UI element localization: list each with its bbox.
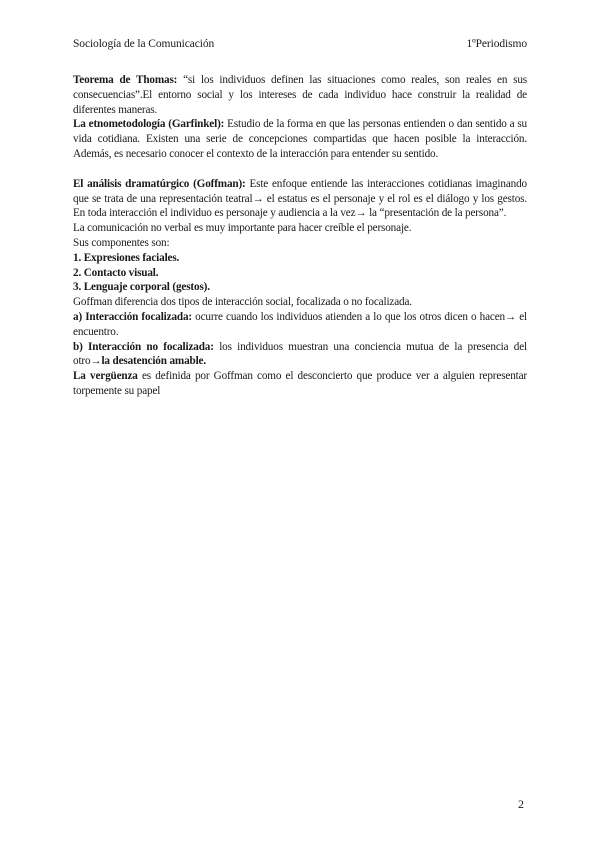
- componente-item: 2. Contacto visual.: [73, 266, 159, 279]
- text-no-focalizada: los individuos muestran una conciencia mutua de la presencia del otro→: [73, 340, 527, 368]
- paragraph-dramaturgico: [73, 177, 527, 221]
- text-focalizada: ocurre cuando los individuos atienden a lo que los otros dicen o hacen→ el encuentro.: [73, 310, 527, 338]
- paragraph-no-focalizada: [73, 340, 527, 370]
- term-verguenza: La vergüenza: [73, 370, 138, 383]
- text-dramaturgico: Este enfoque entiende las interacciones cotidianas imaginando que se trata de una representación teatral→ el estatus es el personaje y el rol es el diálogo y los gestos. En toda interacción el individuo es personaje y audiencia a la vez→ la “presentación de la persona”.: [73, 177, 527, 220]
- term-dramaturgico: El análisis dramatúrgico (Goffman):: [73, 177, 246, 190]
- header-course: Sociología de la Comunicación: [73, 38, 215, 50]
- header-degree: 1ºPeriodismo: [466, 38, 527, 50]
- term-thomas: Teorema de Thomas:: [73, 74, 178, 86]
- text-etnometodologia: Estudio de la forma en que las personas entienden o dan sentido a su vida cotidiana. Existen una serie de concepciones compartidas que hacen posible la interacción. Además, es necesario conocer el contexto de la interacción para entender su sentido.: [73, 118, 528, 160]
- term-etnometodologia: La etnometodología (Garfinkel):: [73, 118, 225, 131]
- paragraph-etnometodologia: [73, 117, 527, 161]
- term-desatencion: la desatención amable.: [101, 355, 207, 368]
- paragraph-goffman-tipos: Goffman diferencia dos tipos de interacción social, focalizada o no focalizada.: [73, 296, 412, 309]
- paragraph-verguenza: [73, 369, 527, 399]
- paragraph-comunicacion: La comunicación no verbal es muy importante para hacer creíble el personaje.: [73, 222, 412, 235]
- paragraph-thomas: [73, 73, 527, 117]
- page-header: [73, 38, 527, 50]
- componentes-intro: Sus componentes son:: [73, 236, 170, 249]
- term-focalizada: a) Interacción focalizada:: [73, 310, 192, 323]
- componente-item: 1. Expresiones faciales.: [73, 251, 180, 264]
- text-verguenza: es definida por Goffman como el desconcierto que produce ver a alguien representar torpemente su papel: [73, 370, 528, 397]
- term-no-focalizada: b) Interacción no focalizada:: [73, 340, 214, 353]
- page-number: 2: [518, 797, 524, 811]
- text-thomas: “si los individuos definen las situaciones como reales, son reales en sus consecuencias”.El entorno social y los intereses de cada individuo hace construir la realidad de diferentes maneras.: [73, 74, 527, 116]
- document-body: [73, 73, 527, 399]
- paragraph-gap: [73, 162, 527, 177]
- componente-item: 3. Lenguaje corporal (gestos).: [73, 281, 210, 294]
- paragraph-focalizada: [73, 310, 527, 340]
